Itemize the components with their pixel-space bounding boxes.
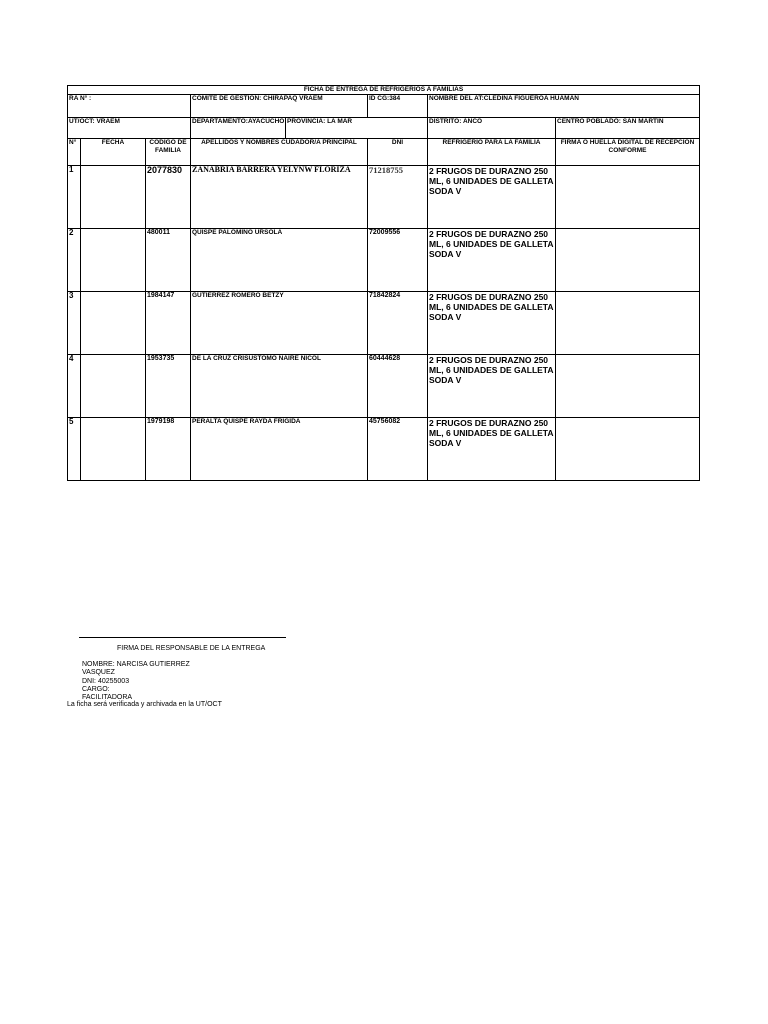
row-refrigerio: 2 FRUGOS DE DURAZNO 250 ML, 6 UNIDADES DE GALLETA SODA V: [428, 418, 556, 481]
header-fecha: FECHA: [81, 139, 146, 166]
departamento-field: DEPARTAMENTO:AYACUCHO: [191, 118, 286, 139]
row-dni: 71218755: [368, 166, 428, 229]
table-row: [68, 166, 700, 229]
responsible-name: NOMBRE: NARCISA GUTIERREZ: [82, 661, 190, 668]
row-fecha: [81, 292, 146, 355]
row-num: 5: [68, 418, 81, 481]
row-num: 2: [68, 229, 81, 292]
table-row: [68, 292, 700, 355]
row-firma: [556, 229, 700, 292]
header-firma: FIRMA O HUELLA DIGITAL DE RECEPCIÓN CONFORME: [556, 139, 700, 166]
row-codigo: 480011: [146, 229, 191, 292]
row-nombre: DE LA CRUZ CRISUSTOMO NAIRE NICOL: [191, 355, 368, 418]
responsible-cargo: FACILITADORA: [82, 694, 133, 701]
delivery-form: [67, 85, 699, 481]
verification-note: La ficha será verificada y archivada en la UT/OCT: [67, 701, 222, 708]
provincia-field: PROVINCIA: LA MAR: [286, 118, 428, 139]
row-firma: [556, 166, 700, 229]
signature-line: [79, 637, 286, 638]
row-firma: [556, 355, 700, 418]
row-dni: 60444628: [368, 355, 428, 418]
row-nombre: QUISPE PALOMINO URSOLA: [191, 229, 368, 292]
distrito-field: DISTRITO: ANCO: [428, 118, 556, 139]
row-firma: [556, 292, 700, 355]
header-refrigerio: REFRIGERIO PARA LA FAMILIA: [428, 139, 556, 166]
row-fecha: [81, 418, 146, 481]
ra-number-field: RA N° :: [68, 95, 191, 118]
responsible-dni: DNI: 40255003: [82, 678, 130, 685]
nombre-at-field: NOMBRE DEL AT:CLEDINA FIGUEROA HUAMAN: [428, 95, 700, 118]
row-codigo: 1984147: [146, 292, 191, 355]
header-dni: DNI: [368, 139, 428, 166]
row-nombre: GUTIERREZ ROMERO BETZY: [191, 292, 368, 355]
row-refrigerio: 2 FRUGOS DE DURAZNO 250 ML, 6 UNIDADES DE GALLETA SODA V: [428, 229, 556, 292]
table-row: [68, 355, 700, 418]
row-fecha: [81, 355, 146, 418]
row-nombre: PERALTA QUISPE RAYDA FRIGIDA: [191, 418, 368, 481]
centro-poblado-field: CENTRO POBLADO: SAN MARTIN: [556, 118, 700, 139]
form-table: [67, 85, 700, 481]
row-dni: 72009556: [368, 229, 428, 292]
row-refrigerio: 2 FRUGOS DE DURAZNO 250 ML, 6 UNIDADES DE GALLETA SODA V: [428, 166, 556, 229]
table-row: [68, 418, 700, 481]
row-dni: 45756082: [368, 418, 428, 481]
comite-field: COMITE DE GESTIÓN: CHIRAPAQ VRAEM: [191, 95, 368, 118]
id-cg-field: ID CG:384: [368, 95, 428, 118]
header-apellidos: APELLIDOS Y NOMBRES CUDADOR/A PRINCIPAL: [191, 139, 368, 166]
row-fecha: [81, 166, 146, 229]
row-dni: 71842824: [368, 292, 428, 355]
ut-oct-field: UT/OCT: VRAEM: [68, 118, 191, 139]
row-codigo: 2077830: [146, 166, 191, 229]
responsible-cargo-label: CARGO:: [82, 686, 110, 693]
row-refrigerio: 2 FRUGOS DE DURAZNO 250 ML, 6 UNIDADES DE GALLETA SODA V: [428, 355, 556, 418]
row-codigo: 1979198: [146, 418, 191, 481]
header-num: N°: [68, 139, 81, 166]
signature-label: FIRMA DEL RESPONSABLE DE LA ENTREGA: [117, 645, 266, 652]
row-refrigerio: 2 FRUGOS DE DURAZNO 250 ML, 6 UNIDADES DE GALLETA SODA V: [428, 292, 556, 355]
responsible-name-cont: VASQUEZ: [82, 669, 115, 676]
row-nombre: ZANABRIA BARRERA YELYNW FLORIZA: [191, 166, 368, 229]
row-firma: [556, 418, 700, 481]
row-codigo: 1953735: [146, 355, 191, 418]
header-codigo: CÓDIGO DE FAMILIA: [146, 139, 191, 166]
row-num: 4: [68, 355, 81, 418]
form-title: FICHA DE ENTREGA DE REFRIGERIOS A FAMILIAS: [68, 86, 700, 95]
row-fecha: [81, 229, 146, 292]
table-row: [68, 229, 700, 292]
row-num: 1: [68, 166, 81, 229]
row-num: 3: [68, 292, 81, 355]
